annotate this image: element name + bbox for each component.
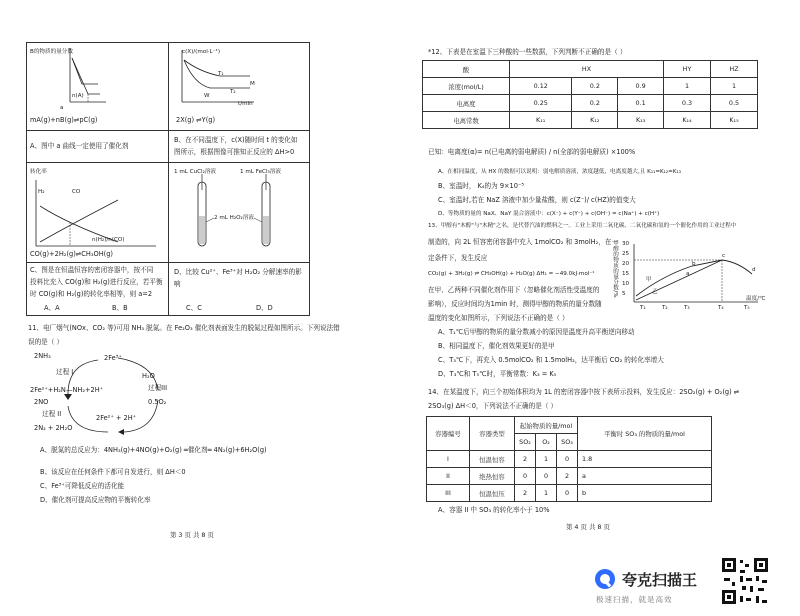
q14-line1: 14、在某温度下，向三个初始体积均为 1L 的密闭容器中按下表所示投料，发生反应：2SO₂(g) + O₂(g) ⇌ <box>428 388 740 396</box>
chart13-xtick: T₄ <box>718 305 724 311</box>
choice-b: B、B <box>112 304 128 312</box>
graph-conversion <box>28 166 166 260</box>
c1-eq: mA(g)+nB(g)⇌pC(g) <box>30 116 98 124</box>
q12-known: 已知：电离度(α)= n(已电离的弱电解质) / n(全部的弱电解质) ×100% <box>428 148 636 156</box>
chart13-xtick: T₅ <box>744 305 750 311</box>
chart13-ytick: 20 <box>622 261 630 267</box>
table14-cell: 1 <box>536 451 557 468</box>
left-page-footer: 第 3 页 共 8 页 <box>170 531 214 539</box>
c2-eq: 2X(g) ⇌Y(g) <box>176 116 216 124</box>
chart13-point-b: b <box>692 261 696 267</box>
table12-header-hz: HZ <box>711 61 758 78</box>
c2-w: W <box>204 93 210 99</box>
table14-cell: 恒温恒压 <box>470 485 515 502</box>
c1-xaxis: n(A) <box>72 93 84 99</box>
q11-option-d: D、催化剂可提高反应物的平衡转化率 <box>40 496 151 504</box>
table12-cell: 0.9 <box>618 78 664 95</box>
chart13-ylabel: 甲醇的物质的量分数/% <box>612 240 618 298</box>
chart13-ytick: 25 <box>622 251 630 257</box>
scanner-brand: 夸克扫描王 <box>622 571 698 589</box>
table12-header-hx: HX <box>510 61 664 78</box>
choice-a: A、A <box>44 304 60 312</box>
q14-option-a: A、容器 II 中 SO₃ 的转化率小于 10% <box>438 506 550 514</box>
table14-cell: 2 <box>515 485 536 502</box>
c3-eq: CO(g)+2H₂(g)⇌CH₃OH(g) <box>30 250 113 258</box>
table14-header-o2: O₂ <box>536 434 557 451</box>
q11-line2: 误的是（ ） <box>28 338 64 346</box>
option-a-text: A、图中 a 曲线一定使用了催化剂 <box>30 142 129 150</box>
q14-line2: 2SO₃(g) ΔH＜0，下列说法不正确的是（ ） <box>428 402 558 410</box>
table14-header-so3: SO₃ <box>557 434 578 451</box>
c3-xaxis: n(H₂)/n(CO) <box>92 237 125 243</box>
q13-line5: 影响），反应时间均为1min 时，测得甲醇的物质的量分数随 <box>428 300 602 308</box>
c3-h2: H₂ <box>38 189 45 195</box>
cycle-step1: 过程 I <box>56 368 74 376</box>
c2-xaxis: t/min <box>238 101 253 107</box>
c4-tube1: 1 mL CuCl₂溶液 <box>174 169 217 175</box>
q13-option-b: B、相同温度下，催化剂效果更好的是甲 <box>438 342 555 350</box>
chart13-ytick: 15 <box>622 271 630 277</box>
table14-cell: 2 <box>515 451 536 468</box>
table14-cell: 0 <box>557 451 578 468</box>
c1-label: B的物质的量分数 <box>30 49 73 55</box>
q13-line3: 定条件下，发生反应 <box>428 254 488 262</box>
table12-header-hy: HY <box>664 61 711 78</box>
table12-cell: 电离度 <box>423 95 510 112</box>
q13-option-a: A、T₁℃后甲醇的物质的量分数减小的原因是温度升高平衡逆向移动 <box>438 328 635 336</box>
chart13-point-d: d <box>752 267 756 273</box>
c1-a: a <box>60 105 64 111</box>
q11-option-b: B、该反应在任何条件下都可自发进行，则 ΔH＜0 <box>40 468 186 476</box>
option-c-text-3: 时 CO(g)和 H₂(g)的转化率相等，则 a=2 <box>30 290 153 298</box>
table12-cell: 浓度(mol/L) <box>423 78 510 95</box>
cycle-fe3: 2Fe³⁺ <box>104 354 122 362</box>
right-page-footer: 第 4 页 共 8 页 <box>566 523 610 531</box>
table12-cell: K₁₁ <box>510 112 572 129</box>
table-12 <box>422 60 758 129</box>
q13-option-d: D、T₃℃和 T₅℃时，平衡常数：K₃ = K₅ <box>438 370 557 378</box>
q12-option-b: B、室温时， K₄的为 9×10⁻⁵ <box>438 182 525 190</box>
scanner-logo-icon <box>594 568 616 590</box>
cycle-step3: 过程III <box>148 384 168 392</box>
table12-cell: K₁₃ <box>618 112 664 129</box>
cycle-no: 2NO <box>34 398 49 406</box>
table14-header-start: 起始物质的量/mol <box>515 417 578 434</box>
q11-line1: 11、电厂烟气(NOx、CO₂ 等)可用 NH₃ 脱氮。在 Fe₂O₃ 催化剂表面发生的脱氮过程如图所示。下列说法错 <box>28 324 340 332</box>
table12-cell: 电离常数 <box>423 112 510 129</box>
c2-m: M <box>250 81 255 87</box>
q11-option-a: A、脱氮的总反应为：4NH₃(g)+4NO(g)+O₂(g) ═催化剂═ 4N₂(g)+6H₂O(g) <box>40 446 267 454</box>
table14-cell: a <box>578 468 712 485</box>
q13-equation: CO₂(g) + 3H₂(g) ⇌ CH₃OH(g) + H₂O(g) ΔH₁ = −49.0kJ·mol⁻¹ <box>428 271 595 277</box>
option-d-text-2: 响 <box>174 280 181 288</box>
chart13-xtick: T₁ <box>640 305 646 311</box>
cycle-n2: 2N₂ + 2H₂O <box>34 424 73 432</box>
q13-line2: 制造的，向 2L 恒容密闭容器中充入 1molCO₂ 和 3molH₂，在一 <box>428 238 619 246</box>
scanner-tagline: 极速扫描，就是高效 <box>596 595 673 604</box>
chart13-series-label-jia: 甲 <box>646 277 652 283</box>
chart13-point-c: c <box>722 253 726 259</box>
table12-cell: 0.5 <box>711 95 758 112</box>
option-b-text-1: B、在不同温度下，c(X)随时间 t 的变化如 <box>174 136 298 144</box>
table14-cell: 1 <box>536 485 557 502</box>
table14-cell: 绝热恒容 <box>470 468 515 485</box>
q13-line1: 13、甲醇有"木醇"与"木精"之名，是代替汽油的燃料之一。工业上采用二氧化碳、二氧化碳和氢的一个催化作用的工业过程中 <box>428 223 737 229</box>
table12-cell: 0.25 <box>510 95 572 112</box>
table14-cell: 恒温恒容 <box>470 451 515 468</box>
q13-line4: 在甲、乙两种不同催化剂作用下（忽略催化剂活性受温度的 <box>428 286 600 294</box>
table14-cell: 0 <box>536 468 557 485</box>
chart13-xtick: T₂ <box>662 305 668 311</box>
right-page <box>400 0 800 616</box>
table12-cell: K₁₄ <box>664 112 711 129</box>
chart13-ytick: 10 <box>622 281 630 287</box>
option-d-text-1: D、比较 Cu²⁺、Fe³⁺对 H₂O₂ 分解速率的影 <box>174 268 302 276</box>
table12-cell: 1 <box>664 78 711 95</box>
table14-cell: b <box>578 485 712 502</box>
test-tubes-figure <box>170 166 308 260</box>
c2-t1: T₁ <box>218 71 224 77</box>
table14-header-container: 容器编号 <box>427 417 470 451</box>
table12-cell: 0.3 <box>664 95 711 112</box>
q13-option-c: C、T₃℃下，再充入 0.5molCO₂ 和 1.5molH₂，达平衡后 CO₂ 的转化率增大 <box>438 356 664 364</box>
cycle-step2: 过程 II <box>42 410 62 418</box>
table12-cell: 1 <box>711 78 758 95</box>
cycle-nh3: 2NH₃ <box>34 352 51 360</box>
chart13-ytick: 30 <box>622 241 630 247</box>
option-c-text-1: C、图是在恒温恒容的密闭容器中，按不同 <box>30 266 154 274</box>
table14-cell: 0 <box>557 485 578 502</box>
q12-option-d: D、等物质的量的 NaX、NaY 混合溶液中：c(X⁻) + c(Y⁻) + c(OH⁻) = c(Na⁺) + c(H⁺) <box>438 211 660 217</box>
q12-option-a: A、在相同温度，从 HX 的数据可以说明：弱电解质溶液，浓度越低，电离度越大,且 K₁₁=K₁₂=K₁₃ <box>438 169 681 175</box>
cycle-mid: 2Fe²⁺+H₂N—NH₂+2H⁺ <box>30 386 104 394</box>
choice-d: D、D <box>256 304 273 312</box>
choice-c: C、C <box>186 304 202 312</box>
c4-tube2: 1 mL FeCl₃溶液 <box>240 169 281 175</box>
table14-cell: III <box>427 485 470 502</box>
table12-cell: K₁₅ <box>711 112 758 129</box>
c2-ylabel: c(X)/(mol·L⁻¹) <box>182 49 221 55</box>
table12-cell: 0.2 <box>572 95 618 112</box>
chart13-xlabel: 温度/℃ <box>746 296 766 302</box>
table12-cell: 0.12 <box>510 78 572 95</box>
q12-option-c: C、室温时,若在 NaZ 溶液中加少量盐酸，则 c(Z⁻)/ c(HZ)的值变大 <box>438 196 636 204</box>
table14-header-type: 容器类型 <box>470 417 515 451</box>
c3-ylabel: 转化率 <box>30 169 47 175</box>
q13-line6: 温度的变化如图所示，下列说法不正确的是（ ） <box>428 314 569 322</box>
c3-co: CO <box>72 189 81 195</box>
cycle-fe2: 2Fe²⁺ + 2H⁺ <box>96 414 137 422</box>
c2-t2: T₂ <box>230 89 236 95</box>
table12-cell: 0.1 <box>618 95 664 112</box>
table14-header-eq: 平衡时 SO₃ 的物质的量/mol <box>578 417 712 451</box>
cycle-o2: 0.5O₂ <box>148 398 167 406</box>
option-b-text-2: 图所示，根据图像可推知正反应的 ΔH>0 <box>174 148 295 156</box>
option-c-text-2: 投料比充入 CO(g)和 H₂(g)进行反应，若平衡 <box>30 278 163 286</box>
q11-option-c: C、Fe³⁺可降低反应的活化能 <box>40 482 125 490</box>
table14-header-so2: SO₂ <box>515 434 536 451</box>
chart13-point-a: a <box>686 271 690 277</box>
c4-h2o2: 2 mL H₂O₂溶液 <box>214 215 254 221</box>
chart13-series-label-yi: 乙 <box>652 289 658 295</box>
table14-cell: 0 <box>515 468 536 485</box>
table12-header-acid: 酸 <box>423 61 510 78</box>
q12-title: *12、下表是在室温下三种酸的一些数据，下列判断不正确的是（ ） <box>428 48 627 56</box>
table14-cell: II <box>427 468 470 485</box>
table12-cell: 0.2 <box>572 78 618 95</box>
chart13-ytick: 5 <box>622 291 626 297</box>
table14-cell: 1.8 <box>578 451 712 468</box>
table14-cell: I <box>427 451 470 468</box>
chart13-xtick: T₃ <box>684 305 690 311</box>
qr-code-icon <box>720 556 770 606</box>
cycle-h2o: H₂O <box>142 372 155 380</box>
table14-cell: 2 <box>557 468 578 485</box>
table-14 <box>426 416 712 502</box>
table12-cell: K₁₂ <box>572 112 618 129</box>
